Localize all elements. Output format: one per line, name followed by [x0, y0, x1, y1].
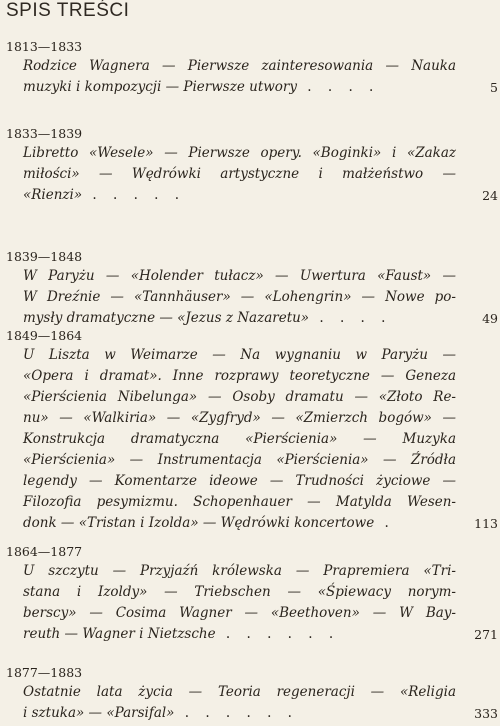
- section-entry: [23, 561, 498, 645]
- entry-line: «Pierścienia Nibelunga» — Osoby dramatu — «Złoto Re-: [23, 389, 456, 405]
- section-entry: [23, 56, 498, 98]
- entry-line: stana i Izoldy» — Triebschen — «Śpiewacy norym-: [23, 584, 456, 600]
- page-number: 113: [474, 516, 498, 531]
- entry-line: muzyki i kompozycji — Pierwsze utwory . . . .: [23, 79, 380, 95]
- entry-line: «Rienzi» . . . . .: [23, 187, 186, 203]
- entry-line: Filozofia pesymizmu. Schopenhauer — Matylda Wesen-: [23, 494, 456, 510]
- page-number: 49: [482, 311, 498, 326]
- section-years: 1839—1848: [6, 249, 83, 264]
- entry-line: donk — «Tristan i Izolda» — Wędrówki koncertowe .: [23, 515, 395, 531]
- entry-line: Libretto «Wesele» — Pierwsze opery. «Boginki» i «Zakaz: [23, 145, 456, 161]
- toc-section: [6, 248, 498, 329]
- entry-line: Konstrukcja dramatyczna «Pierścienia» — Muzyka: [23, 431, 456, 447]
- entry-line: miłości» — Wędrówki artystyczne i małżeństwo —: [23, 166, 456, 182]
- section-entry: [23, 266, 498, 329]
- page-number: 24: [482, 188, 498, 203]
- entry-line: legendy — Komentarze ideowe — Trudności życiowe —: [23, 473, 456, 489]
- section-years: 1849—1864: [6, 328, 83, 343]
- toc-section: [6, 125, 498, 206]
- entry-line: nu» — «Walkiria» — «Zygfryd» — «Zmierzch bogów» —: [23, 410, 456, 426]
- section-years: 1864—1877: [6, 544, 83, 559]
- entry-line: Ostatnie lata życia — Teoria regeneracji — «Religia: [23, 684, 456, 700]
- toc-section: [6, 38, 498, 98]
- page-title: SPIS TREŚCI: [6, 0, 130, 21]
- entry-line: «Pierścienia» — Instrumentacja «Pierścienia» — Źródła: [23, 452, 456, 468]
- section-entry: [23, 143, 498, 206]
- leader-dots: . . . . . .: [174, 705, 298, 721]
- leader-dots: . . . .: [297, 79, 380, 95]
- entry-line: W Dreźnie — «Tannhäuser» — «Lohengrin» — Nowe po-: [23, 289, 456, 305]
- entry-line: W Paryżu — «Holender tułacz» — Uwertura «Faust» —: [23, 268, 456, 284]
- entry-line: U Liszta w Weimarze — Na wygnaniu w Paryżu —: [23, 347, 456, 363]
- section-years: 1833—1839: [6, 126, 83, 141]
- toc-section: [6, 543, 498, 645]
- page-number: 333: [474, 706, 498, 721]
- section-years: 1813—1833: [6, 39, 83, 54]
- page-number: 5: [490, 80, 498, 95]
- section-entry: [23, 682, 498, 724]
- leader-dots: . . . . .: [82, 187, 186, 203]
- leader-dots: . . . .: [309, 310, 392, 326]
- entry-line: mysły dramatyczne — «Jezus z Nazaretu» . . . .: [23, 310, 392, 326]
- entry-line: i sztuka» — «Parsifal» . . . . . .: [23, 705, 298, 721]
- toc-section: [6, 664, 498, 724]
- entry-line: «Opera i dramat». Inne rozprawy teoretyczne — Geneza: [23, 368, 456, 384]
- toc-section: [6, 327, 498, 534]
- section-years: 1877—1883: [6, 665, 83, 680]
- leader-dots: . . . . . .: [215, 626, 340, 642]
- entry-line: reuth — Wagner i Nietzsche . . . . . .: [23, 626, 340, 642]
- leader-dots: .: [374, 515, 395, 531]
- section-entry: [23, 345, 498, 534]
- entry-line: Rodzice Wagnera — Pierwsze zainteresowania — Nauka: [23, 58, 456, 74]
- page-number: 271: [474, 627, 498, 642]
- entry-line: U szczytu — Przyjaźń królewska — Prapremiera «Tri-: [23, 563, 456, 579]
- entry-line: berscy» — Cosima Wagner — «Beethoven» — W Bay-: [23, 605, 456, 621]
